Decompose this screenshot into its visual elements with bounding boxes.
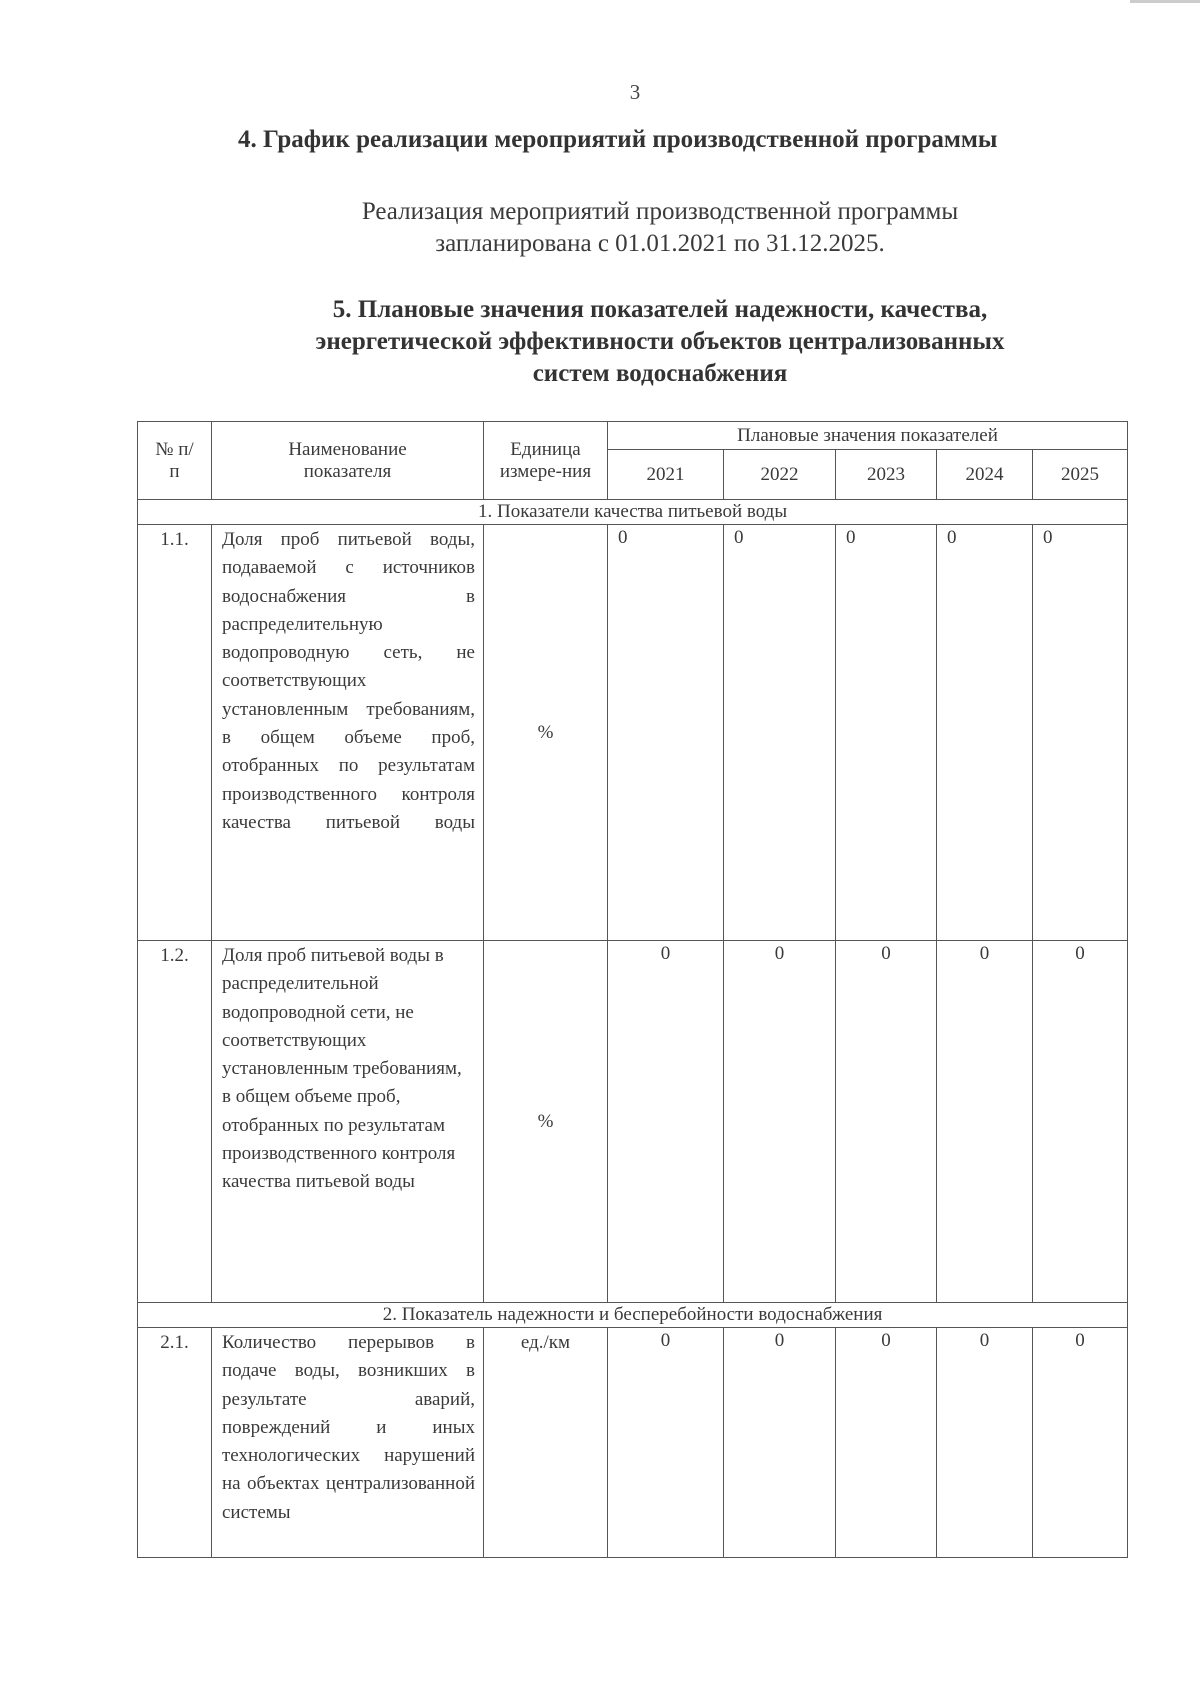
value-cell: 0	[1033, 1328, 1128, 1558]
header-year: 2023	[836, 450, 937, 500]
section-heading: 2. Показатель надежности и бесперебойности водоснабжения	[138, 1303, 1128, 1328]
value-cell: 0	[724, 525, 836, 941]
header-indicator-name: Наименование показателя	[212, 422, 484, 500]
section-5-title	[220, 294, 1100, 390]
value-cell: 0	[836, 941, 937, 1303]
value-cell: 0	[608, 1328, 724, 1558]
header-unit: Единица измере-ния	[484, 422, 608, 500]
indicators-table	[137, 421, 1128, 1558]
table-row	[138, 1328, 1128, 1558]
section-5-title-line-2: энергетической эффективности объектов централизованных	[315, 328, 1005, 355]
section-5-title-line-3: систем водоснабжения	[532, 360, 788, 387]
scan-margin-mark	[1130, 0, 1200, 3]
indicator-name: Количество перерывов в подаче воды, возникших в результате аварий, повреждений и иных технологических нарушений на объектах централизованной системы	[212, 1328, 484, 1558]
table-row	[138, 941, 1128, 1303]
section-heading-row	[138, 1303, 1128, 1328]
header-year: 2022	[724, 450, 836, 500]
implementation-text-line-1: Реализация мероприятий производственной программы	[361, 198, 959, 225]
indicator-name: Доля проб питьевой воды, подаваемой с источников водоснабжения в распределительную водопроводную сеть, не соответствующих установленным требованиям, в общем объеме проб, отобранных по результатам производственного контроля качества питьевой воды	[212, 525, 484, 941]
header-number: № п/п	[138, 422, 212, 500]
value-cell: 0	[1033, 525, 1128, 941]
table-row	[138, 525, 1128, 941]
table-header-row	[138, 422, 1128, 450]
value-cell: 0	[724, 1328, 836, 1558]
implementation-text-line-2: запланирована с 01.01.2021 по 31.12.2025.	[435, 230, 885, 257]
value-cell: 0	[937, 1328, 1033, 1558]
value-cell: 0	[608, 941, 724, 1303]
row-number: 2.1.	[138, 1328, 212, 1558]
header-plan-values: Плановые значения показателей	[608, 422, 1128, 450]
header-year: 2025	[1033, 450, 1128, 500]
unit-cell: %	[484, 941, 608, 1303]
page-number: 3	[629, 80, 641, 104]
value-cell: 0	[608, 525, 724, 941]
header-year: 2021	[608, 450, 724, 500]
indicator-name: Доля проб питьевой воды в распределительной водопроводной сети, не соответствующих установленным требованиям, в общем объеме проб, отобранных по результатам производственного контроля качества питьевой воды	[212, 941, 484, 1303]
section-heading: 1. Показатели качества питьевой воды	[138, 500, 1128, 525]
unit-cell: %	[484, 525, 608, 941]
unit-cell: ед./км	[484, 1328, 608, 1558]
header-year: 2024	[937, 450, 1033, 500]
section-4-title: 4. График реализации мероприятий производственной программы	[238, 126, 998, 153]
value-cell: 0	[1033, 941, 1128, 1303]
value-cell: 0	[937, 941, 1033, 1303]
section-5-title-line-1: 5. Плановые значения показателей надежности, качества,	[332, 296, 988, 323]
implementation-period-text	[300, 196, 1020, 260]
value-cell: 0	[836, 1328, 937, 1558]
section-heading-row	[138, 500, 1128, 525]
value-cell: 0	[937, 525, 1033, 941]
row-number: 1.1.	[138, 525, 212, 941]
row-number: 1.2.	[138, 941, 212, 1303]
value-cell: 0	[836, 525, 937, 941]
value-cell: 0	[724, 941, 836, 1303]
